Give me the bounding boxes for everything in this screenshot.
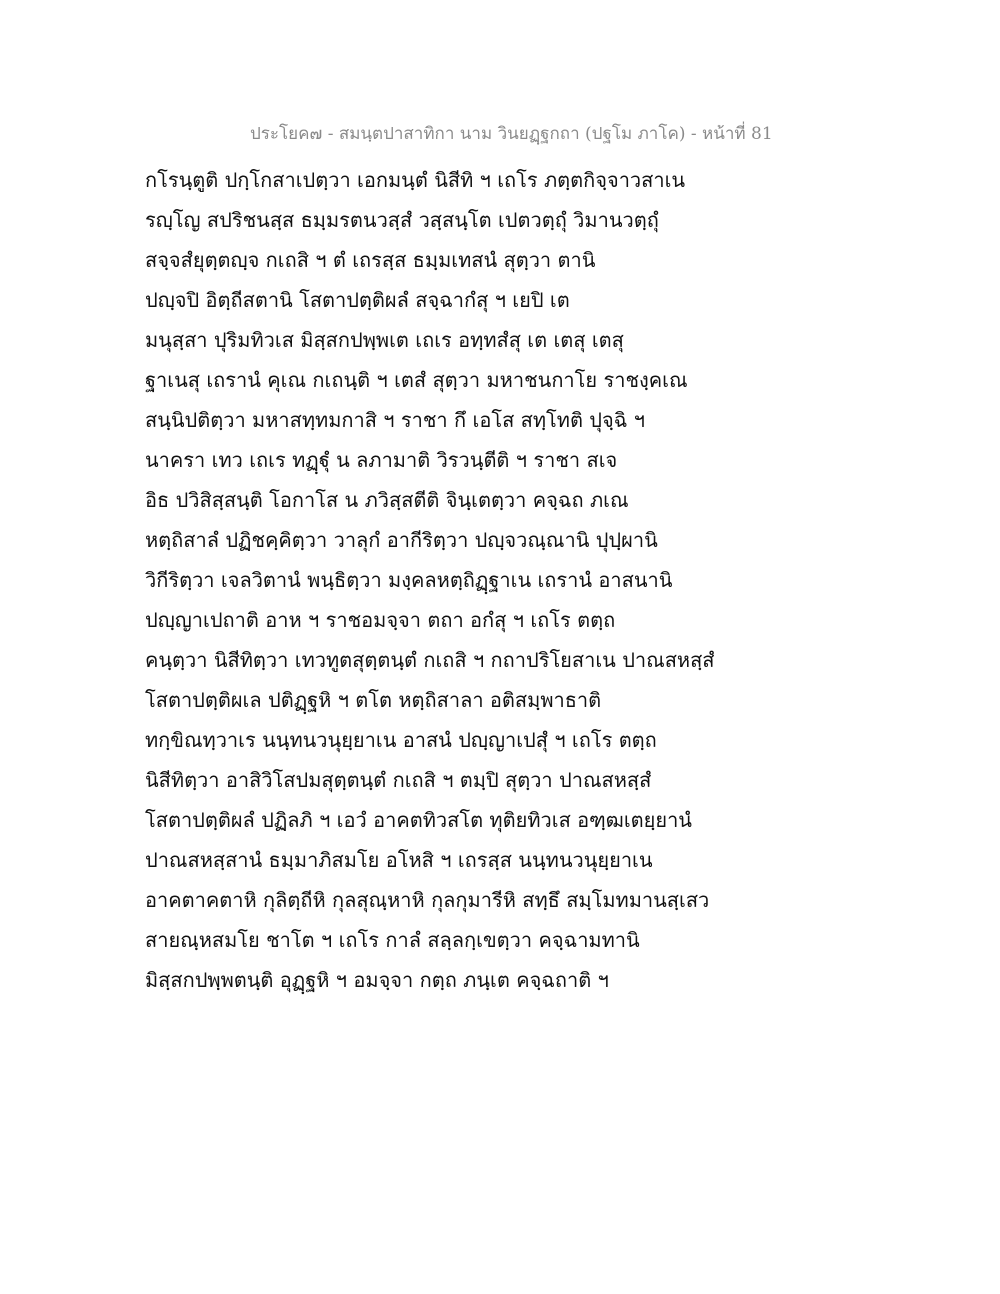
text-line: มนุสฺสา ปุริมทิวเส มิสฺสกปพฺพเต เถเร อทฺทสํสุ เต เตสุ เตสุ	[145, 328, 624, 352]
text-line: สจฺจสํยุตฺตญฺจ กเถสิ ฯ ตํ เถรสฺส ธมฺมเทสนํ สุตฺวา ตานิ	[145, 248, 596, 272]
text-line: อาคตาคตาหิ กุลิตฺถีหิ กุลสุณฺหาหิ กุลกุมารีหิ สทฺธึ สมฺโมทมานสฺเสว	[145, 888, 710, 912]
text-line: สนฺนิปติตฺวา มหาสทฺทมกาสิ ฯ ราชา กึ เอโส สทฺโทติ ปุจฺฉิ ฯ	[145, 408, 645, 432]
text-line: ปญฺญาเปถาติ อาห ฯ ราชอมจฺจา ตถา อกํสุ ฯ เถโร ตตฺถ	[145, 608, 616, 632]
text-line: รญฺโญ สปริชนสฺส ธมฺมรตนวสฺสํ วสฺสนฺโต เปตวตฺถุํ วิมานวตฺถุํ	[145, 208, 659, 232]
text-line: ปญฺจปิ อิตฺถีสตานิ โสตาปตฺติผลํ สจฺฉากํสุ ฯ เยปิ เต	[145, 288, 570, 312]
text-line: ปาณสหสฺสานํ ธมฺมาภิสมโย อโหสิ ฯ เถรสฺส นนฺทนวนุยฺยาเน	[145, 848, 653, 872]
text-line: ฐาเนสุ เถรานํ คุเณ กเถนฺติ ฯ เตสํ สุตฺวา มหาชนกาโย ราชงฺคเณ	[145, 368, 688, 392]
text-line: นิสีทิตฺวา อาสิวิโสปมสุตฺตนฺตํ กเถสิ ฯ ตมฺปิ สุตฺวา ปาณสหสฺสํ	[145, 768, 652, 792]
text-line: วิกีริตฺวา เจลวิตานํ พนฺธิตฺวา มงฺคลหตฺถิฏฺฐาเน เถรานํ อาสนานิ	[145, 568, 673, 592]
page-header: ประโยค๗ - สมนฺตปาสาทิกา นาม วินยฏฺฐกถา (ปฐโม ภาโค) - หน้าที่ 81	[250, 124, 773, 144]
text-line: โสตาปตฺติผลํ ปฏิลภิ ฯ เอวํ อาคตทิวสโต ทุติยทิวเส อฑฺฒเตยฺยานํ	[145, 808, 692, 832]
text-line: สายณฺหสมโย ชาโต ฯ เถโร กาลํ สลฺลกฺเขตฺวา คจฺฉามทานิ	[145, 928, 640, 952]
text-line: คนฺตฺวา นิสีทิตฺวา เทวทูตสุตฺตนฺตํ กเถสิ ฯ กถาปริโยสาเน ปาณสหสฺสํ	[145, 648, 715, 672]
text-line: มิสฺสกปพฺพตนฺติ อุฏฺฐหิ ฯ อมจฺจา กตฺถ ภนฺเต คจฺฉถาติ ฯ	[145, 968, 609, 992]
text-line: โสตาปตฺติผเล ปติฏฺฐหิ ฯ ตโต หตฺถิสาลา อติสมฺพาธาติ	[145, 688, 602, 712]
body-text	[145, 160, 965, 1000]
text-line: นาครา เทว เถเร ทฏฺฐุํ น ลภามาติ วิรวนฺตีติ ฯ ราชา สเจ	[145, 448, 618, 472]
text-line: หตฺถิสาลํ ปฏิชคฺคิตฺวา วาลุกํ อากีริตฺวา ปญฺจวณฺณานิ ปุปฺผานิ	[145, 528, 658, 552]
text-line: ทกฺขิณทฺวาเร นนฺทนวนุยฺยาเน อาสนํ ปญฺญาเปสุํ ฯ เถโร ตตฺถ	[145, 728, 657, 752]
text-line: อิธ ปวิสิสฺสนฺติ โอกาโส น ภวิสฺสตีติ จินฺเตตฺวา คจฺฉถ ภเณ	[145, 488, 629, 512]
text-line: กโรนฺตูติ ปกฺโกสาเปตฺวา เอกมนฺตํ นิสีทิ ฯ เถโร ภตฺตกิจฺจาวสาเน	[145, 168, 686, 192]
